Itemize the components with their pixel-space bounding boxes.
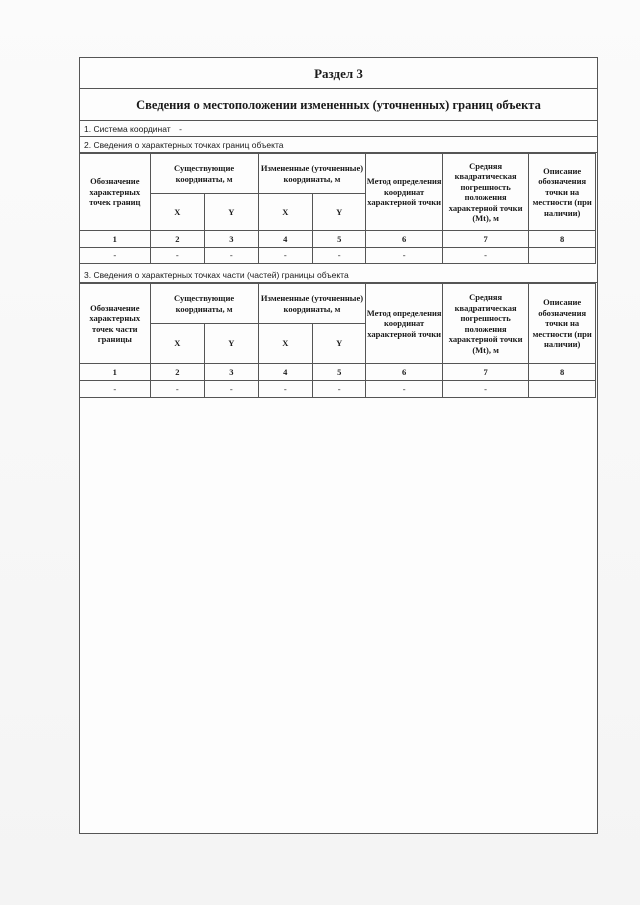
table-cell: - (205, 248, 259, 264)
col-designation: Обозначение характерных точек границ (80, 154, 151, 231)
column-number: 7 (442, 364, 529, 381)
column-number: 7 (442, 231, 529, 248)
column-number: 5 (312, 364, 365, 381)
col-existing-y: Y (205, 194, 259, 231)
coordinate-system-value: - (179, 124, 182, 134)
col-existing-y: Y (205, 324, 259, 364)
table-cell: - (442, 381, 529, 398)
column-number: 1 (80, 231, 151, 248)
column-number: 3 (205, 231, 259, 248)
col-existing-x: X (150, 324, 204, 364)
table-row (80, 381, 596, 398)
col-description: Описание обозначения точки на местности (при наличии) (529, 154, 596, 231)
table-cell (529, 248, 596, 264)
table-row (80, 248, 596, 264)
table-cell: - (150, 381, 204, 398)
col-method: Метод определения координат характерной точки (366, 284, 442, 364)
col-changed-x: X (258, 194, 312, 231)
column-number: 4 (258, 364, 312, 381)
column-number: 2 (150, 364, 204, 381)
table-cell: - (312, 381, 365, 398)
col-error: Средняя квадратическая погрешность положения характерной точки (Mt), м (442, 284, 529, 364)
col-existing-coords: Существующие координаты, м (150, 154, 258, 194)
table-cell: - (312, 248, 365, 264)
col-error: Средняя квадратическая погрешность положения характерной точки (Mt), м (442, 154, 529, 231)
col-method: Метод определения координат характерной точки (366, 154, 442, 231)
table-cell: - (258, 248, 312, 264)
table-cell: - (442, 248, 529, 264)
table-cell: - (366, 381, 442, 398)
table-cell (529, 381, 596, 398)
column-number: 1 (80, 364, 151, 381)
column-number: 6 (366, 231, 442, 248)
coordinate-system-label: 1. Система координат (84, 124, 171, 134)
column-numbers-row (80, 364, 596, 381)
column-number: 5 (312, 231, 365, 248)
coordinate-system-line (80, 121, 597, 137)
col-existing-coords: Существующие координаты, м (150, 284, 258, 324)
table1-heading: 2. Сведения о характерных точках границ объекта (80, 137, 597, 153)
column-number: 8 (529, 231, 596, 248)
col-description: Описание обозначения точки на местности (при наличии) (529, 284, 596, 364)
boundary-points-table (79, 153, 596, 264)
table-cell: - (80, 248, 151, 264)
section-subtitle: Сведения о местоположении измененных (уточненных) границ объекта (80, 89, 597, 121)
col-existing-x: X (150, 194, 204, 231)
column-number: 6 (366, 364, 442, 381)
column-number: 3 (205, 364, 259, 381)
col-changed-coords: Измененные (уточненные) координаты, м (258, 284, 366, 324)
section-title: Раздел 3 (80, 58, 597, 89)
col-designation: Обозначение характерных точек части границы (80, 284, 151, 364)
table-cell: - (205, 381, 259, 398)
table-cell: - (258, 381, 312, 398)
table-cell: - (366, 248, 442, 264)
table-cell: - (80, 381, 151, 398)
table-cell: - (150, 248, 204, 264)
col-changed-x: X (258, 324, 312, 364)
column-number: 2 (150, 231, 204, 248)
col-changed-coords: Измененные (уточненные) координаты, м (258, 154, 366, 194)
boundary-part-points-table (79, 283, 596, 398)
col-changed-y: Y (312, 194, 365, 231)
col-changed-y: Y (312, 324, 365, 364)
section-frame (79, 57, 598, 834)
column-numbers-row (80, 231, 596, 248)
table2-heading: 3. Сведения о характерных точках части (частей) границы объекта (80, 267, 597, 283)
column-number: 8 (529, 364, 596, 381)
column-number: 4 (258, 231, 312, 248)
